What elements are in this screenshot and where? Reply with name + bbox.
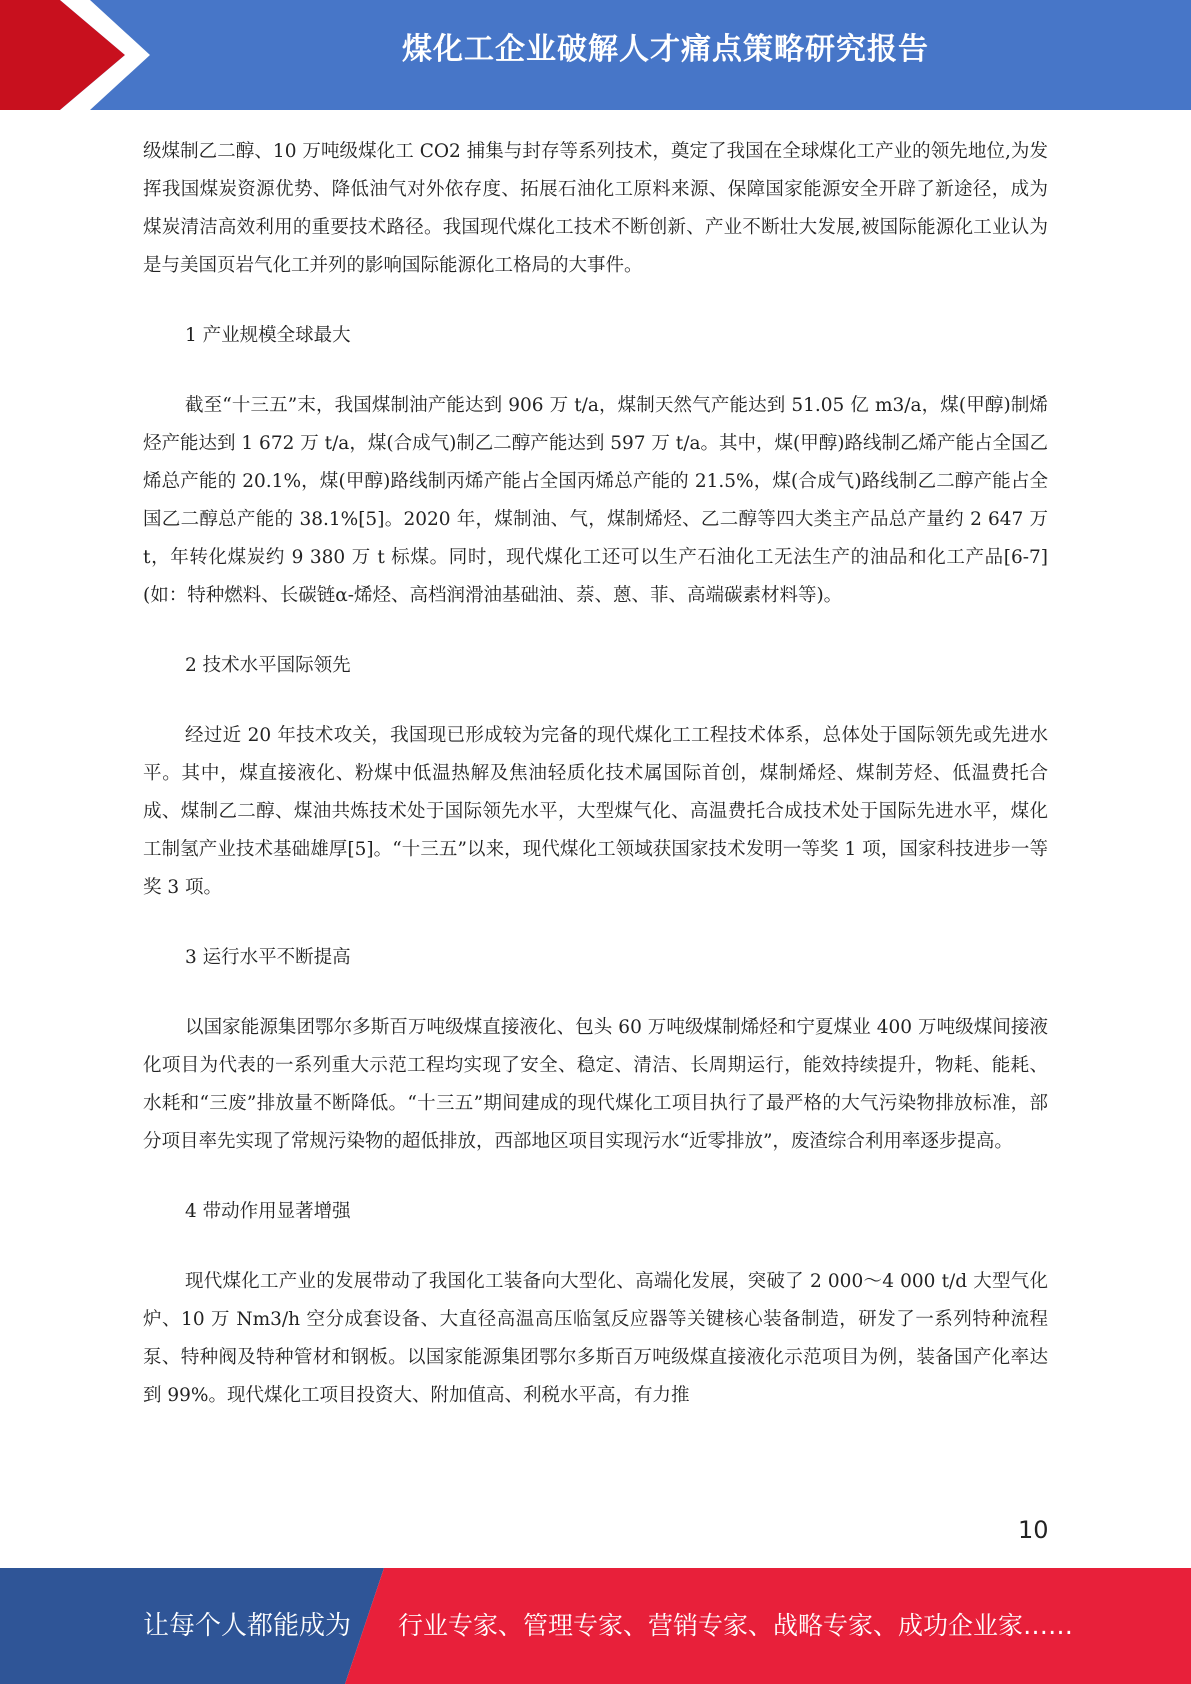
page-footer — [0, 1568, 1191, 1684]
paragraph-driving-effect: 现代煤化工产业的发展带动了我国化工装备向大型化、高端化发展，突破了 2 000～4 000 t/d 大型气化炉、10 万 Nm3/h 空分成套设备、大直径高温高压临氢反应器等关键核心装备制造，研发了一系列特种流程泵、特种阀及特种管材和钢板。以国家能源集团鄂尔多斯百万吨级煤直接液化示范项目为例，装备国产化率达到 99%。现代煤化工项目投资大、附加值高、利税水平高，有力推 — [143, 1271, 1048, 1406]
page-header — [0, 0, 1191, 110]
section-heading-2: 2 技术水平国际领先 — [185, 655, 351, 676]
paragraph-industry-scale: 截至“十三五”末，我国煤制油产能达到 906 万 t/a，煤制天然气产能达到 51.05 亿 m3/a，煤(甲醇)制烯烃产能达到 1 672 万 t/a，煤(合成气)制乙二醇产能达到 597 万 t/a。其中，煤(甲醇)路线制乙烯产能占全国乙烯总产能的 20.1%，煤(甲醇)路线制丙烯产能占全国丙烯总产能的 21.5%，煤(合成气)路线制乙二醇产能占全国乙二醇总产能的 38.1%[5]。2020 年，煤制油、气，煤制烯烃、乙二醇等四大类主产品总产量约 2 647 万 t，年转化煤炭约 9 380 万 t 标煤。同时，现代煤化工还可以生产石油化工无法生产的油品和化工产品[6-7](如：特种燃料、长碳链α-烯烃、高档润滑油基础油、萘、蒽、菲、高端碳素材料等)。 — [143, 395, 1048, 606]
paragraph-technology-level: 经过近 20 年技术攻关，我国现已形成较为完备的现代煤化工工程技术体系，总体处于国际领先或先进水平。其中，煤直接液化、粉煤中低温热解及焦油轻质化技术属国际首创，煤制烯烃、煤制芳烃、低温费托合成、煤制乙二醇、煤油共炼技术处于国际领先水平，大型煤气化、高温费托合成技术处于国际先进水平，煤化工制氢产业技术基础雄厚[5]。“十三五”以来，现代煤化工领域获国家技术发明一等奖 1 项，国家科技进步一等奖 3 项。 — [143, 725, 1048, 898]
section-heading-1: 1 产业规模全球最大 — [185, 325, 351, 346]
main-content — [143, 133, 1048, 1415]
section-heading-4: 4 带动作用显著增强 — [185, 1201, 351, 1222]
footer-slogan-left: 让每个人都能成为 — [143, 1611, 352, 1641]
paragraph-intro: 级煤制乙二醇、10 万吨级煤化工 CO2 捕集与封存等系列技术，奠定了我国在全球煤化工产业的领先地位,为发挥我国煤炭资源优势、降低油气对外依存度、拓展石油化工原料来源、保障国家能源安全开辟了新途径，成为煤炭清洁高效利用的重要技术路径。我国现代煤化工技术不断创新、产业不断壮大发展,被国际能源化工业认为是与美国页岩气化工并列的影响国际能源化工格局的大事件。 — [143, 141, 1048, 276]
report-title: 煤化工企业破解人才痛点策略研究报告 — [402, 32, 929, 67]
section-heading-3: 3 运行水平不断提高 — [185, 947, 351, 968]
footer-slogan-right: 行业专家、管理专家、营销专家、战略专家、成功企业家…… — [398, 1611, 1074, 1640]
paragraph-operation-level: 以国家能源集团鄂尔多斯百万吨级煤直接液化、包头 60 万吨级煤制烯烃和宁夏煤业 400 万吨级煤间接液化项目为代表的一系列重大示范工程均实现了安全、稳定、清洁、长周期运行，能效持续提升，物耗、能耗、水耗和“三废”排放量不断降低。“十三五”期间建成的现代煤化工项目执行了最严格的大气污染物排放标准，部分项目率先实现了常规污染物的超低排放，西部地区项目实现污水“近零排放”，废渣综合利用率逐步提高。 — [143, 1017, 1048, 1152]
page-number: 10 — [1018, 1516, 1049, 1544]
